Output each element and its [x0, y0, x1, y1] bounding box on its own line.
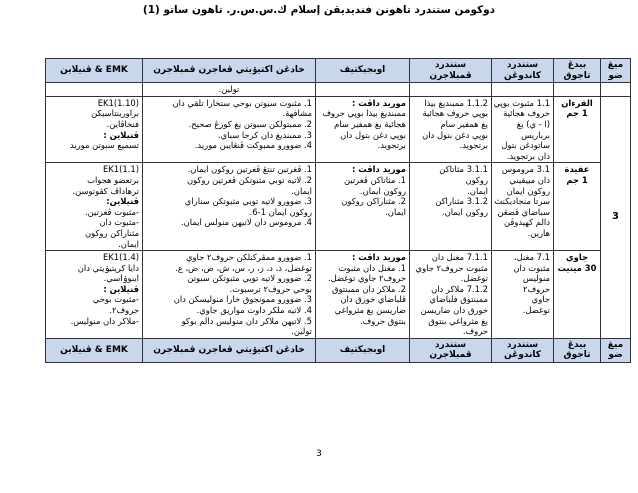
cell-line: خورق دان ضاريسن — [420, 305, 488, 316]
cell-line: 1. ڤغرتين تنتڠ ڤغرتين روکون ايمان. — [187, 164, 312, 175]
cell-line: موريد داڤت : — [352, 252, 406, 263]
cell-objektif — [316, 163, 410, 251]
cell-sp — [410, 163, 492, 251]
header-aktiviti: خادڠن اکتيۏيتي ڤعاجرن ڤمبلاجرن — [143, 59, 316, 83]
cell-line: EK1(1.1) — [103, 164, 139, 175]
footer-tajuk: بيدڠ تاجوق — [554, 338, 601, 362]
cell-tajuk — [554, 96, 601, 163]
cell-line: بنتوق حروف. — [359, 315, 406, 326]
cell-line: روکون ايمان. — [359, 185, 406, 196]
cell-line: تسميع سبوتن موريد — [69, 140, 139, 151]
footer-emk: EMK & ڤنيلاين — [46, 338, 143, 362]
cell-line: EK1(1.10) — [97, 97, 139, 108]
cell-line: 1. ضوورو ممڤرکنلکن حروف٢ جاوي — [185, 252, 312, 263]
cell-line: 2. ضوورو لاتيه توبي مثبوتکن سبوتن — [187, 273, 312, 284]
footer-aktiviti: خادڠن اکتيۏيتي ڤعاجرن ڤمبلاجرن — [143, 338, 316, 362]
cell-line: -مثبوت دان — [99, 217, 139, 228]
cell-line: ايمان. — [118, 238, 139, 249]
table-row — [46, 96, 631, 163]
cell-line: 3.1.2 مثناراکن — [435, 196, 488, 207]
cell-line: اينوۏاسي. — [103, 273, 139, 284]
document-title: دوکومن ستندرد تاهونن فندیدیقن إسلام ك.س.س.ر. تاهون ساتو (1) — [142, 4, 496, 16]
cell-line: جاوي — [565, 252, 589, 263]
cell-line: 3.1.1 مثاتاکن — [439, 164, 488, 175]
cell-aktiviti — [143, 163, 316, 251]
cell-sk — [492, 251, 554, 339]
cell-emk — [46, 96, 143, 163]
cell-aktiviti — [143, 96, 316, 163]
footer-standard-kandungan: ستندرد کاندوڠن — [492, 338, 554, 362]
cell-emk — [46, 251, 143, 339]
cell-line: 4. مروموس دان لاتيهن منولس ايمان. — [180, 217, 312, 228]
footer-standard-pembelajaran: ستندرد ڤمبلاجرن — [410, 338, 492, 362]
cell-line: دان مييقيني — [509, 174, 550, 185]
cell-line: دايا کريتيۏيتي دان — [77, 262, 139, 273]
cell-line: منوليس — [522, 273, 550, 284]
cell-line: ساتودغن بتول — [501, 140, 550, 151]
page-number: 3 — [316, 449, 322, 459]
cell-line: (ا - ي) يغ — [516, 118, 550, 129]
cell-line: برتعضو هجواب — [87, 174, 139, 185]
header-standard-pembelajaran: ستندرد ڤمبلاجرن — [410, 59, 492, 83]
cell-line: 5. لاتيهن ملاکر دان منوليس دالم بوکو — [181, 315, 312, 326]
cell-line: موريد داڤت : — [352, 97, 406, 108]
cell-line: مثناراکن روکون — [84, 227, 139, 238]
cell-line: 7.1 مغنل، — [513, 252, 550, 263]
cell-line: روکون ايمان 1-6. — [249, 206, 312, 217]
cell-line: موريد داڤت : — [352, 164, 406, 175]
cell-objektif — [316, 251, 410, 339]
week-cell: 3 — [601, 96, 631, 338]
cell-line: ايمان. — [467, 185, 488, 196]
cell-line: يغ مثرواغي بنتوق — [428, 315, 488, 326]
cell-line: 1 جم — [566, 174, 588, 185]
cell-line: 2. ملاكر دان ممبنتوق — [331, 283, 406, 294]
header-emk: EMK & ڤنيلاين — [46, 59, 143, 83]
continuation-text: تولين. — [143, 83, 316, 97]
cell-line: دان برتجويد. — [506, 150, 550, 161]
cell-line: فنخاڤاين. — [106, 118, 139, 129]
cell-line: 1. مثاتاکن ڤغرتين — [343, 174, 406, 185]
cell-line: حروف٢. — [109, 305, 139, 316]
cell-line: توغضل. — [522, 305, 550, 316]
cell-line: 3. ضوورو ممونجوق خارا منوليسکن دان — [173, 294, 312, 305]
cell-line: سرتا منجاديکنث — [494, 196, 550, 207]
continuation-row — [46, 83, 631, 97]
table-row — [46, 163, 631, 251]
cell-sp — [410, 251, 492, 339]
cell-line: مثبوت دان — [513, 262, 550, 273]
cell-line: روکون ايمان — [506, 185, 550, 196]
cell-line: 4. ضوورو ممبوکت ڤنڠايبن موريد. — [194, 140, 312, 151]
header-minggu: ميڠ ضو — [601, 59, 631, 83]
cell-line: بوڽي حروف هجائية — [422, 108, 488, 119]
cell-line: 3.1 مروموس — [501, 164, 550, 175]
cell-line: 1. مغنل دان مثبوت — [338, 262, 406, 273]
cell-line: القرءان — [561, 97, 593, 108]
cell-line: يغ همفير سام — [440, 118, 488, 129]
header-row — [46, 59, 631, 83]
cell-line: 3. ضوورو لاتيه توبي مثبوتکن سناراي — [184, 196, 312, 207]
cell-line: حروف. — [462, 326, 488, 337]
cell-line: حروف٢ جاوي توغضل. — [328, 273, 406, 284]
cell-line: ايمان. — [385, 206, 406, 217]
cell-line: جاوي — [531, 294, 550, 305]
footer-minggu: ميڠ ضو — [601, 338, 631, 362]
cell-line: هجائية يغ همفير سام — [334, 118, 406, 129]
cell-line: -مثبوت بوحي — [92, 294, 139, 305]
cell-line: 1 جم — [566, 108, 588, 119]
cell-line: ڤنيلاين: — [106, 196, 139, 207]
header-tajuk: بيدڠ تاجوق — [554, 59, 601, 83]
cell-line: برتجويد. — [377, 140, 406, 151]
cell-line: -مثبوت ڤغرتين. — [85, 206, 139, 217]
cell-line: روکون — [465, 174, 488, 185]
cell-aktiviti — [143, 251, 316, 339]
cell-line: 2. لاتيه توبي مثبوتکن ڤغرتين روکون — [186, 174, 312, 185]
cell-line: ضاريسن يغ مثرواغي — [334, 305, 406, 316]
cell-line: سباضاي ڤضڠن — [497, 206, 550, 217]
cell-line: ايمان. — [291, 185, 312, 196]
cell-line: 2. مثناراکن روکون — [341, 196, 406, 207]
cell-line: عقيدة — [564, 164, 590, 175]
cell-line: ممبنديغ بيذا بوڽي حروف — [322, 108, 406, 119]
header-standard-kandungan: ستندرد کاندوڠن — [492, 59, 554, 83]
cell-line: 7.1.2 ملاكر دان — [431, 283, 488, 294]
cell-line: ڤنيلاين : — [103, 129, 139, 140]
cell-objektif — [316, 96, 410, 163]
header-objektif: اوبجيکتيف — [316, 59, 410, 83]
cell-line: بوڽي دغن بتول دان — [422, 129, 488, 140]
cell-line: 1.1.2 ممبنديغ بيذا — [424, 97, 488, 108]
cell-sk — [492, 163, 554, 251]
cell-line: بوحي حروف٢ ترسبوت. — [229, 283, 312, 294]
cell-line: -ملاكر دان منوليس. — [70, 315, 139, 326]
cell-line: هارين. — [527, 227, 550, 238]
cell-line: بوڽي دغن بتول دان — [340, 129, 406, 140]
cell-line: 3. ممبنديغ دان کرجا سباي. — [217, 129, 312, 140]
cell-sk — [492, 96, 554, 163]
cell-line: براورينتاسيکن — [91, 108, 139, 119]
cell-line: 7.1.1 مغنل دان — [431, 252, 488, 263]
cell-line: 30 مينيت — [557, 262, 597, 273]
cell-line: برباريس — [521, 129, 550, 140]
cell-line: دالم کهيدوڤن — [503, 217, 550, 228]
footer-objektif: اوبجيکتيف — [316, 338, 410, 362]
cell-tajuk — [554, 163, 601, 251]
cell-sp — [410, 96, 492, 163]
cell-line: حروف هجائية — [503, 108, 550, 119]
cell-line: روکون ايمان. — [441, 206, 488, 217]
cell-tajuk — [554, 251, 601, 339]
cell-line: ڤلباضاي خورق دان — [340, 294, 406, 305]
cell-line: ڤنيلاين : — [103, 283, 139, 294]
cell-line: تولين. — [291, 326, 312, 337]
cell-line: ممبنتوق فلباضاي — [429, 294, 488, 305]
cell-line: توغضل، ذ، د، ز، ر، س، ش، ص، ض، ع. — [175, 262, 312, 273]
cell-line: مثبوت حروف٢ جاوي — [415, 262, 488, 273]
table-row — [46, 251, 631, 339]
cell-line: EK1(1.4) — [103, 252, 139, 263]
cell-line: ترهاداڤ کڤوتوسن. — [72, 185, 139, 196]
cell-line: توغضل. — [460, 273, 488, 284]
cell-line: 1. مثبوت سبوتن بوحي ستخارا تلقي دان — [172, 97, 312, 108]
cell-line: 4. لاتيه ملکر داوت مواريق جاوي. — [196, 305, 312, 316]
cell-emk — [46, 163, 143, 251]
cell-line: مشافهة. — [282, 108, 312, 119]
cell-line: 2. ممبتولكن سبوتن يغ کورڠ صحيح. — [188, 118, 312, 129]
cell-line: 1.1 مثبوت بوڽي — [493, 97, 550, 108]
lesson-plan-table — [45, 58, 631, 363]
cell-line: حروف٢ — [522, 283, 550, 294]
footer-header-row — [46, 338, 631, 362]
cell-line: برتجويد. — [459, 140, 488, 151]
